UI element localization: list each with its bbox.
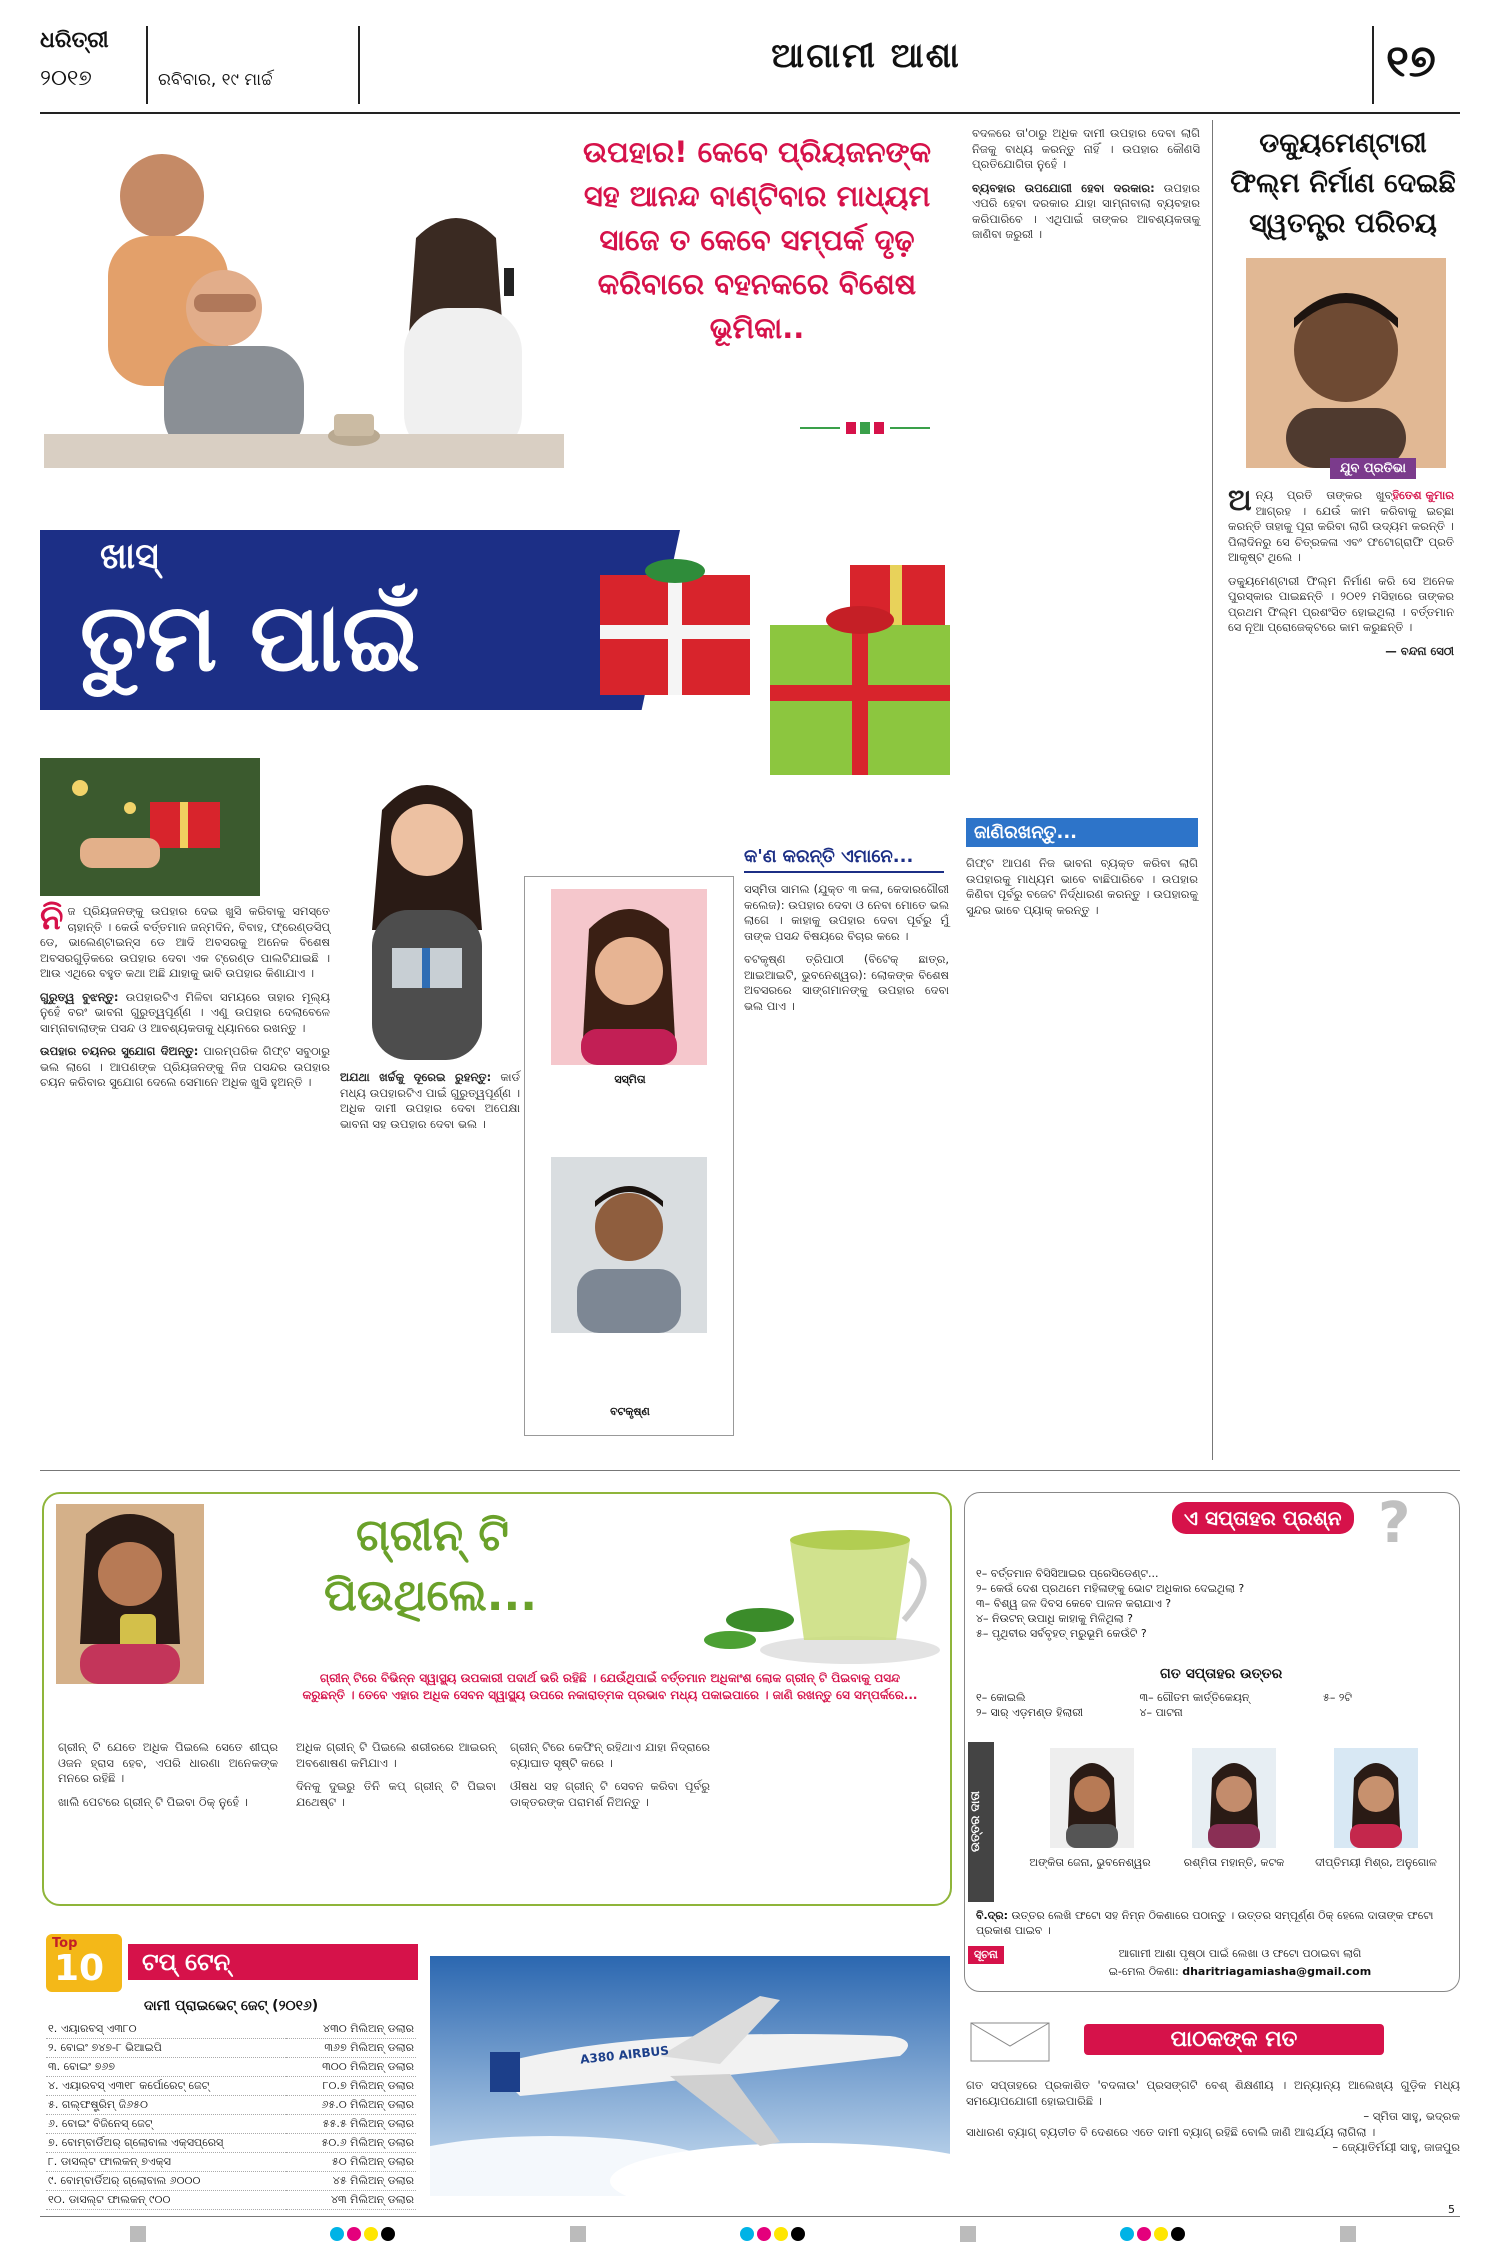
mid-body2: ଉପହାର ଏପରି ହେବା ଦରକାର ଯାହା ସାମ୍ନାବାଲା ବ୍ୟବହାର କରିପାରିବେ । ଏଥିପାଇଁ ତାଙ୍କର ଆବଶ୍ୟକତାକୁ ଜାଣିବା ଜରୁରୀ । bbox=[972, 180, 1200, 241]
top10-row-name: ୮. ଡାସଲ୍ଟ ଫାଲକନ୍ ୭ଏକ୍ସ bbox=[46, 2153, 286, 2172]
winner-2-photo bbox=[1192, 1748, 1276, 1848]
masthead-year: ୨୦୧୭ bbox=[40, 66, 92, 91]
profile-photo bbox=[1246, 258, 1446, 468]
answer-2: ୨– ସାର୍ ଏଡ଼ମଣ୍ଡ ହିଲାରୀ bbox=[976, 1706, 1083, 1719]
profile-dropcap: ଅ bbox=[1228, 483, 1252, 518]
footer-registration-marks bbox=[40, 2226, 1460, 2246]
kana-photo-box bbox=[524, 876, 734, 1436]
intro-text: ଜ ପ୍ରିୟଜନଙ୍କୁ ଉପହାର ଦେଇ ଖୁସି କରିବାକୁ ସମସ୍ତେ ଚାହାନ୍ତି । କେଉଁ ବର୍ତ୍ତମାନ ଜନ୍ମଦିନ, ବିବାହ, ଫ୍ରେଣ୍ଡସିପ୍ ଡେ, ଭାଲେଣ୍ଟାଇନ୍ସ ଡେ ଆଦି ଅବସରକୁ ଅନେକ ବିଶେଷ ଅବସରଗୁଡ଼ିକରେ ଉପହାର ଦେବା ଏକ ଟ୍ରେଣ୍ଡ ପାଲଟିଯାଇଛି । ଆଉ ଏଥିରେ ବହୁତ କଥା ଅଛି ଯାହାକୁ ଭାବି ଉପହାର କିଣାଯାଏ । bbox=[40, 904, 330, 980]
letter-2-sign: – ଜ୍ୟୋତିର୍ମୟୀ ସାହୁ, ଜାଜପୁର bbox=[1332, 2140, 1460, 2154]
profile-label: ଯୁବ ପ୍ରତିଭା bbox=[1330, 458, 1416, 479]
gift-hand-photo bbox=[40, 758, 260, 896]
top10-row bbox=[46, 2077, 416, 2096]
green-tea-col-3 bbox=[510, 1740, 710, 1818]
tea-col2-item2: ଦିନକୁ ଦୁଇରୁ ତିନି କପ୍ ଗ୍ରୀନ୍ ଟି ପିଇବା ଯଥେଷ୍ଟ । bbox=[296, 1779, 496, 1809]
profile-author: — ବନ୍ଦନା ସେଠୀ bbox=[1385, 643, 1454, 658]
top10-row-value: ୫୦.୬ ମିଲିଅନ୍ ଡଲାର bbox=[286, 2134, 416, 2153]
quiz-title: ଏ ସପ୍ତାହର ପ୍ରଶ୍ନ bbox=[1172, 1502, 1354, 1534]
top10-row bbox=[46, 2058, 416, 2077]
subhead-3: ଅଯଥା ଖର୍ଚ୍ଚକୁ ଦୂରେଇ ରୁହନ୍ତୁ: bbox=[340, 1070, 492, 1084]
top10-badge-num: 10 bbox=[54, 1948, 105, 1989]
top10-row-name: ୯. ବୋମ୍ବାର୍ଡିଅର୍ ଗ୍ଲୋବାଲ ୬୦୦୦ bbox=[46, 2172, 286, 2191]
quiz-q5: ୫– ପୃଥିବୀର ସର୍ବବୃହତ୍ ମରୁଭୂମି କେଉଁଟି ? bbox=[976, 1627, 1147, 1640]
quiz-note-row bbox=[976, 1908, 1446, 1938]
email-address[interactable]: dharitriagamiasha@gmail.com bbox=[1182, 1965, 1372, 1978]
masthead bbox=[40, 26, 1460, 110]
answers-list bbox=[976, 1690, 1446, 1720]
quiz-note-label: ବି.ଦ୍ର: bbox=[976, 1909, 1008, 1922]
answer-4: ୪– ପାଟନା bbox=[1139, 1706, 1183, 1719]
masthead-logo: ଧରିତ୍ରୀ bbox=[40, 28, 109, 53]
body-3: କାର୍ଡ ମଧ୍ୟ ଉପହାରଟିଏ ପାଇଁ ଗୁରୁତ୍ୱପୂର୍ଣ୍ଣ । ଅଧିକ ଦାମୀ ଉପହାର ଦେବା ଅପେକ୍ଷା ଭାବନା ସହ ଉପହାର ଦେବା ଭଲ । bbox=[340, 1070, 521, 1131]
winner-1-name: ଅଙ୍କିତା ଜେନା, ଭୁବନେଶ୍ୱର bbox=[1029, 1856, 1151, 1869]
woman-gift-photo bbox=[332, 760, 522, 1060]
quiz-questions bbox=[976, 1566, 1386, 1641]
top10-badge-top: Top bbox=[52, 1936, 78, 1951]
quiz-q3: ୩– ବିଶ୍ୱ ଜଳ ଦିବସ କେବେ ପାଳନ କରାଯାଏ ? bbox=[976, 1597, 1172, 1610]
tea-col3-item1: ଗ୍ରୀନ୍ ଟିରେ କେଫିନ୍ ରହିଥାଏ ଯାହା ନିଦ୍ରାରେ ବ୍ୟାଘାତ ସୃଷ୍ଟି କରେ । bbox=[510, 1740, 710, 1770]
tagline-ornament bbox=[800, 420, 930, 434]
email-label: ଇ-ମେଲ ଠିକଣା: bbox=[1108, 1965, 1179, 1978]
top10-row bbox=[46, 2039, 416, 2058]
notice-line: ଆଗାମୀ ଆଶା ପୃଷ୍ଠା ପାଇଁ ଲେଖା ଓ ଫଟୋ ପଠାଇବା ଲାଗି bbox=[1118, 1947, 1362, 1960]
top10-row-value: ୪୩୦ ମିଲିଅନ୍ ଡଲାର bbox=[286, 2020, 416, 2039]
green-tea-intro: ଗ୍ରୀନ୍ ଟିରେ ବିଭିନ୍ନ ସ୍ୱାସ୍ଥ୍ୟ ଉପକାରୀ ପଦାର୍ଥ ଭରି ରହିଛି । ଯେଉଁଥିପାଇଁ ବର୍ତ୍ତମାନ ଅଧିକାଂଶ ଲୋକ ଗ୍ରୀନ୍ ଟି ପିଇବାକୁ ପସନ୍ଦ କରୁଛନ୍ତି । ତେବେ ଏହାର ଅଧିକ ସେବନ ସ୍ୱାସ୍ଥ୍ୟ ଉପରେ ନକାରାତ୍ମକ ପ୍ରଭାବ ମଧ୍ୟ ପକାଇପାରେ । ଜାଣି ରଖନ୍ତୁ ସେ ସମ୍ପର୍କରେ... bbox=[302, 1671, 918, 1702]
top10-row-value: ୩୦୦ ମିଲିଅନ୍ ଡଲାର bbox=[286, 2058, 416, 2077]
top10-row-value: ୬୫.୦ ମିଲିଅନ୍ ଡଲାର bbox=[286, 2096, 416, 2115]
mid-subhead: ବ୍ୟବହାର ଉପଯୋଗୀ ହେବା ଦରକାର: bbox=[972, 180, 1155, 195]
green-tea-title-1: ଗ୍ରୀନ୍ ଟି bbox=[356, 1510, 509, 1561]
page-mark: 5 bbox=[1448, 2203, 1455, 2216]
top10-row-value: ୫୫.୫ ମିଲିଅନ୍ ଡଲାର bbox=[286, 2115, 416, 2134]
tea-col3-item2: ଔଷଧ ସହ ଗ୍ରୀନ୍ ଟି ସେବନ କରିବା ପୂର୍ବରୁ ଡାକ୍ତରଙ୍କ ପରାମର୍ଶ ନିଅନ୍ତୁ । bbox=[510, 1779, 710, 1809]
quiz-note: ଉତ୍ତର ଲେଖି ଫଟୋ ସହ ନିମ୍ନ ଠିକଣାରେ ପଠାନ୍ତୁ । ଉତ୍ତର ସମ୍ପୂର୍ଣ୍ଣ ଠିକ୍ ହେଲେ ଦାତାଙ୍କ ଫଟୋ ପ୍ରକାଶ ପାଇବ । bbox=[976, 1909, 1434, 1937]
top10-table-wrap bbox=[46, 2020, 416, 2210]
photo-sasmita-caption: ସସ୍ମିତା bbox=[614, 1073, 646, 1086]
janira-body: ଗିଫ୍ଟ ଆପଣ ନିଜ ଭାବନା ବ୍ୟକ୍ତ କରିବା ଲାଗି ଉପହାରକୁ ମାଧ୍ୟମ ଭାବେ ବାଛିପାରିବେ । ଉପହାର କିଣିବା ପୂର୍ବରୁ ବଜେଟ ନିର୍ଦ୍ଧାରଣ କରନ୍ତୁ । ଉପହାରକୁ ସୁନ୍ଦର ଭାବେ ପ୍ୟାକ୍ କରନ୍ତୁ । bbox=[966, 856, 1198, 917]
top10-row-name: ୭. ବୋମ୍ବାର୍ଡିଅର୍ ଗ୍ଲୋବାଲ ଏକ୍ସପ୍ରେସ୍ bbox=[46, 2134, 286, 2153]
email-row bbox=[1030, 1964, 1450, 1979]
feature-left-body bbox=[40, 898, 331, 1099]
kana-title: କ'ଣ କରନ୍ତି ଏମାନେ... bbox=[744, 846, 944, 873]
top10-title: ଟପ୍ ଟେନ୍ bbox=[128, 1944, 418, 1980]
hero-illustration bbox=[44, 118, 564, 468]
quiz-q4: ୪– ନିଉଟନ୍ ଉପାଧି କାହାକୁ ମିଳିଥିଲା ? bbox=[976, 1612, 1134, 1625]
top10-row bbox=[46, 2115, 416, 2134]
top10-row-value: ୫୦ ମିଲିଅନ୍ ଡଲାର bbox=[286, 2153, 416, 2172]
banner-big-text: ତୁମ ପାଇଁ bbox=[80, 584, 421, 693]
airplane-photo bbox=[430, 1956, 950, 2196]
airplane-label: A380 AIRBUS bbox=[579, 2043, 670, 2067]
top10-row bbox=[46, 2020, 416, 2039]
top10-row-value: ୮୦.୭ ମିଲିଅନ୍ ଡଲାର bbox=[286, 2077, 416, 2096]
answer-5: ୫– ୨ଟି bbox=[1323, 1691, 1352, 1704]
subhead-2: ଉପହାର ଚୟନର ସୁଯୋଗ ଦିଅନ୍ତୁ: bbox=[40, 1044, 199, 1058]
winner-3-name: ଦୀପ୍ତିମୟୀ ମିଶ୍ର, ଅନୁଗୋଳ bbox=[1315, 1856, 1437, 1869]
tea-cup-illustration bbox=[700, 1500, 940, 1670]
green-tea-title-2: ପିଉଥିଲେ... bbox=[324, 1570, 537, 1621]
janira-title: ଜାଣିରଖନ୍ତୁ... bbox=[966, 818, 1198, 847]
photo-batakrushna-caption: ବଟକୃଷ୍ଣ bbox=[610, 1405, 650, 1418]
letter-2: ସାଧାରଣ ବ୍ୟାଗ୍ ବ୍ୟତୀତ ବି ଦେଶରେ ଏତେ ଦାମୀ ବ୍ୟାଗ୍ ରହିଛି ବୋଲି ଜାଣି ଆଶ୍ଚର୍ଯ୍ୟ ଲାଗିଲା । bbox=[966, 2124, 1376, 2139]
winners-label: ଉତ୍ତର ଦାତା bbox=[968, 1742, 994, 1902]
hero-photo bbox=[44, 118, 564, 468]
top10-row-name: ୪. ଏୟାରବସ୍ ଏ୩୧୮ କର୍ପୋରେଟ୍ ଜେଟ୍ bbox=[46, 2077, 286, 2096]
top10-row bbox=[46, 2096, 416, 2115]
body-2: ପାରମ୍ପରିକ ଗିଫ୍ଟ ସବୁଠାରୁ ଭଲ ଲାଗେ । ଆପଣଙ୍କ ପ୍ରିୟଜନଙ୍କୁ ନିଜ ପସନ୍ଦର ଉପହାର ଚୟନ କରିବାର ସୁଯୋଗ ଦେଲେ ସେମାନେ ଅଧିକ ଖୁସି ହୁଅନ୍ତି । bbox=[40, 1044, 330, 1089]
subhead-1: ଗୁରୁତ୍ୱ ବୁଝନ୍ତୁ: bbox=[40, 989, 119, 1004]
kana-body2: ବଟକୃଷ୍ଣ ତ୍ରିପାଠୀ (ବିଟେକ୍ ଛାତ୍ର, ଆଇଆଇଟି, ଭୁବନେଶ୍ୱର): ଲୋକଙ୍କ ବିଶେଷ ଅବସରରେ ସାଙ୍ଗମାନଙ୍କୁ ଉପହାର ଦେବା ଭଲ ପାଏ । bbox=[744, 952, 949, 1013]
section-title: ଆଗାମୀ ଆଶା bbox=[771, 36, 961, 76]
top10-row-name: ୩. ବୋଇଂ ୭୬୭ bbox=[46, 2058, 286, 2077]
tea-col1-item1: ଗ୍ରୀନ୍ ଟି ଯେତେ ଅଧିକ ପିଇଲେ ସେତେ ଶୀଘ୍ର ଓଜନ ହ୍ରାସ ହେବ, ଏପରି ଧାରଣା ଅନେକଙ୍କ ମନରେ ରହିଛି । bbox=[58, 1740, 278, 1785]
body-1: ଉପହାରଟିଏ ମିଳିବା ସମୟରେ ତାହାର ମୂଲ୍ୟ ନୁହେଁ ବରଂ ଭାବନା ଗୁରୁତ୍ୱପୂର୍ଣ୍ଣ । ଏଣୁ ଉପହାର ଦେଲାବେଳେ ସାମ୍ନାବାଲାଙ୍କ ପସନ୍ଦ ଓ ଆବଶ୍ୟକତାକୁ ଧ୍ୟାନରେ ରଖନ୍ତୁ । bbox=[40, 989, 331, 1035]
tea-col1-item2: ଖାଲି ପେଟରେ ଗ୍ରୀନ୍ ଟି ପିଇବା ଠିକ୍ ନୁହେଁ । bbox=[58, 1794, 248, 1809]
letters-title: ପାଠକଙ୍କ ମତ bbox=[1084, 2024, 1384, 2055]
answer-1: ୧– କୋଇଲି bbox=[976, 1691, 1026, 1704]
feature-mid-column bbox=[972, 126, 1200, 251]
profile-title: ଡକ୍ୟୁମେଣ୍ଟାରୀ ଫିଲ୍ମ ନିର୍ମାଣ ଦେଇଛି ସ୍ୱତନ୍ତ୍ର ପରିଚୟ bbox=[1230, 128, 1456, 239]
top10-row-name: ୧. ଏୟାରବସ୍ ଏ୩୮୦ bbox=[46, 2020, 286, 2039]
mid-body: ବଦଳରେ ତା'ଠାରୁ ଅଧିକ ଦାମୀ ଉପହାର ଦେବା ଲାଗି ନିଜକୁ ବାଧ୍ୟ କରନ୍ତୁ ନାହିଁ । ଉପହାର କୌଣସି ପ୍ରତିଯୋଗିତା ନୁହେଁ । bbox=[972, 126, 1200, 171]
green-tea-col-1 bbox=[58, 1740, 278, 1818]
tea-col2-item1: ଅଧିକ ଗ୍ରୀନ୍ ଟି ପିଇଲେ ଶରୀରରେ ଆଇରନ୍ ଅବଶୋଷଣ କମିଯାଏ । bbox=[296, 1740, 496, 1770]
envelope-icon bbox=[970, 2022, 1050, 2062]
feature-center-body bbox=[340, 1070, 520, 1140]
top10-badge bbox=[46, 1934, 122, 1992]
top10-row-name: ୨. ବୋଇଂ ୭୪୭-୮ ଭିଆଇପି bbox=[46, 2039, 286, 2058]
kana-body-wrap bbox=[744, 882, 949, 1022]
top10-row-name: ୬. ବୋଇଂ ବିଜିନେସ୍ ଜେଟ୍ bbox=[46, 2115, 286, 2134]
letters-header bbox=[964, 2018, 1460, 2068]
quiz-q2: ୨– କେଉଁ ଦେଶ ପ୍ରଥମେ ମହିଳାଙ୍କୁ ଭୋଟ ଅଧିକାର ଦେଇଥିଲା ? bbox=[976, 1582, 1245, 1595]
masthead-date: ରବିବାର, ୧୯ ମାର୍ଚ୍ଚ bbox=[158, 70, 273, 90]
profile-body-wrap bbox=[1228, 483, 1454, 667]
intro-dropcap: ନି bbox=[40, 898, 64, 938]
top10-table bbox=[46, 2020, 416, 2210]
green-tea-photo bbox=[56, 1504, 204, 1684]
top10-row-value: ୪୩ ମିଲିଅନ୍ ଡଲାର bbox=[286, 2191, 416, 2210]
profile-body2: ଡକ୍ୟୁମେଣ୍ଟାରୀ ଫିଲ୍ମ ନିର୍ମାଣ କରି ସେ ଅନେକ ପୁରସ୍କାର ପାଇଛନ୍ତି । ୨୦୧୨ ମସିହାରେ ତାଙ୍କର ପ୍ରଥମ ଫିଲ୍ମ ପ୍ରଶଂସିତ ହୋଇଥିଲା । ବର୍ତ୍ତମାନ ସେ ନୂଆ ପ୍ରୋଜେକ୍ଟରେ କାମ କରୁଛନ୍ତି । bbox=[1228, 573, 1454, 634]
banner-small-text: ଖାସ୍ bbox=[100, 536, 159, 577]
top10-row bbox=[46, 2191, 416, 2210]
top10-row bbox=[46, 2172, 416, 2191]
top10-row-value: ୪୫ ମିଲିଅନ୍ ଡଲାର bbox=[286, 2172, 416, 2191]
top10-row bbox=[46, 2134, 416, 2153]
letter-1: ଗତ ସପ୍ତାହରେ ପ୍ରକାଶିତ 'ବଦଳାଉ' ପ୍ରସଙ୍ଗଟି ବେଶ୍ ଶିକ୍ଷଣୀୟ । ଅନ୍ୟାନ୍ୟ ଆଲେଖ୍ୟ ଗୁଡ଼ିକ ମଧ୍ୟ ସମୟୋପଯୋଗୀ ହୋଇପାରିଛି । bbox=[966, 2078, 1460, 2108]
top10-row-name: ୫. ଗଲ୍ଫଷ୍ଟ୍ରିମ୍ ଜି୬୫୦ bbox=[46, 2096, 286, 2115]
profile-body: ନ୍ୟ ପ୍ରତି ତାଙ୍କର ଖୁବ୍ ଆଗ୍ରହ । ଯେଉଁ କାମ କରିବାକୁ ଇଚ୍ଛା କରନ୍ତି ତାହାକୁ ପୂରା କରିବା ଲାଗି ଉଦ୍ୟମ କରନ୍ତି । ପିଲାଦିନରୁ ସେ ଚିତ୍ରକଳା ଏବଂ ଫଟୋଗ୍ରାଫି ପ୍ରତି ଆକୃଷ୍ଟ ଥିଲେ । bbox=[1228, 488, 1454, 564]
letter-1-sign: – ସ୍ମିତା ସାହୁ, ଭଦ୍ରକ bbox=[1363, 2109, 1460, 2123]
photo-batakrushna bbox=[551, 1157, 707, 1333]
top10-row-value: ୩୬୭ ମିଲିଅନ୍ ଡଲାର bbox=[286, 2039, 416, 2058]
answers-title: ଗତ ସପ୍ତାହର ଉତ୍ତର bbox=[1160, 1666, 1283, 1682]
top10-row bbox=[46, 2153, 416, 2172]
answer-3: ୩– ଗୌତମ କାର୍ତ୍ତିକେୟନ୍ bbox=[1139, 1691, 1250, 1704]
winner-3-photo bbox=[1334, 1748, 1418, 1848]
quiz-question-mark-icon: ? bbox=[1378, 1491, 1411, 1556]
winner-2-name: ରଶ୍ମିତା ମହାନ୍ତି, କଟକ bbox=[1183, 1856, 1285, 1869]
page-number: ୧୭ bbox=[1386, 36, 1436, 87]
top10-row-name: ୧୦. ଡାସଲ୍ଟ ଫାଲକନ୍ ୯୦୦ bbox=[46, 2191, 286, 2210]
green-tea-col-2 bbox=[296, 1740, 496, 1818]
photo-sasmita bbox=[551, 889, 707, 1065]
gift-boxes-illustration bbox=[590, 535, 950, 785]
top10-subtitle: ଦାମୀ ପ୍ରାଇଭେଟ୍ ଜେଟ୍ (୨୦୧୬) bbox=[143, 1998, 319, 2014]
letters-body bbox=[966, 2078, 1460, 2156]
quiz-q1: ୧– ବର୍ତ୍ତମାନ ବିସିସିଆଇର ପ୍ରେସିଡେଣ୍ଟ... bbox=[976, 1567, 1159, 1580]
profile-name: ହିତେଶ କୁମାର bbox=[1392, 488, 1454, 502]
winner-1-photo bbox=[1050, 1748, 1134, 1848]
notice-label: ସୂଚନା bbox=[968, 1946, 1004, 1964]
feature-tagline: ଉପହାର! କେବେ ପ୍ରିୟଜନଙ୍କ ସହ ଆନନ୍ଦ ବାଣ୍ଟିବାର ମାଧ୍ୟମ ସାଜେ ତ କେବେ ସମ୍ପର୍କ ଦୃଢ଼ କରିବାରେ ବହନକରେ ବିଶେଷ ଭୂମିକା.. bbox=[582, 135, 932, 345]
kana-body: ସସ୍ମିତା ସାମଲ (ଯୁକ୍ତ ୩ କଳା, କେଦାରଗୌରୀ କଲେଜ): ଉପହାର ଦେବା ଓ ନେବା ମୋତେ ଭଲ ଲାଗେ । କାହାକୁ ଉପହାର ଦେବା ପୂର୍ବରୁ ମୁଁ ତାଙ୍କ ପସନ୍ଦ ବିଷୟରେ ବିଚାର କରେ । bbox=[744, 882, 949, 943]
